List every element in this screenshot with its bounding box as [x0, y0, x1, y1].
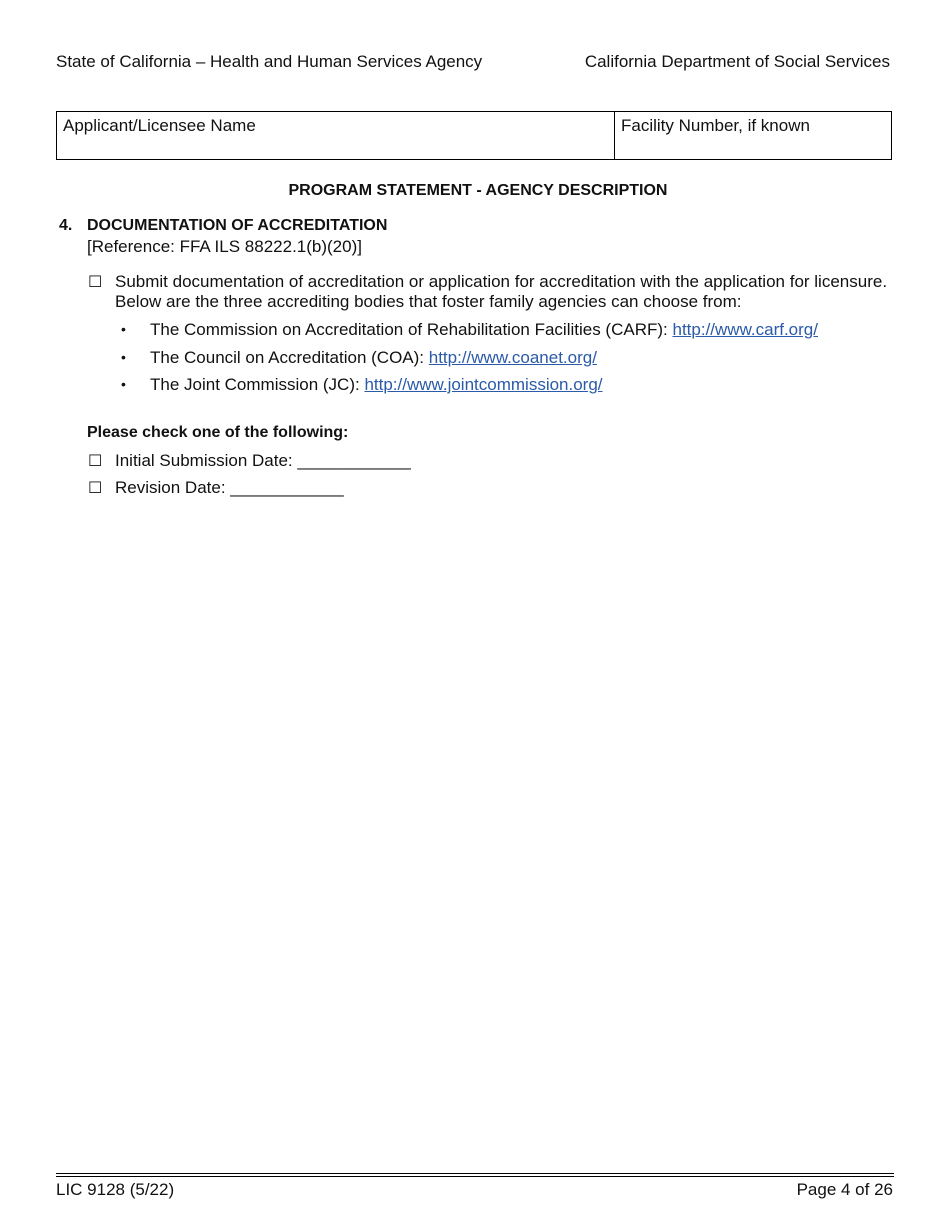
initial-submission-label: Initial Submission Date: — [115, 451, 298, 470]
applicant-name-field[interactable] — [57, 112, 615, 159]
facility-number-label: Facility Number, if known — [621, 116, 810, 135]
accrediting-body-jc — [150, 375, 603, 395]
section-title: DOCUMENTATION OF ACCREDITATION — [87, 217, 388, 234]
footer-divider — [56, 1173, 894, 1174]
instruction-line-2: Below are the three accrediting bodies that foster family agencies can choose from: — [115, 292, 742, 311]
bullet-icon: • — [121, 349, 126, 365]
instruction-line-1: Submit documentation of accreditation or application for accreditation with the application for licensure. — [115, 272, 888, 291]
accrediting-body-name: The Joint Commission (JC): — [150, 375, 365, 394]
accrediting-body-name: The Commission on Accreditation of Rehabilitation Facilities (CARF): — [150, 320, 673, 339]
accrediting-body-coa — [150, 348, 597, 368]
revision-label: Revision Date: — [115, 478, 231, 497]
facility-number-field[interactable] — [615, 112, 891, 159]
bullet-icon: • — [121, 376, 126, 392]
header-department: California Department of Social Services — [584, 52, 890, 71]
initial-submission-checkbox[interactable]: ☐ — [88, 453, 103, 470]
page-number: Page 4 of 26 — [796, 1180, 893, 1199]
submit-documentation-checkbox[interactable]: ☐ — [88, 274, 103, 291]
check-prompt: Please check one of the following: — [87, 424, 349, 441]
accrediting-body-name: The Council on Accreditation (COA): — [150, 348, 429, 367]
form-id: LIC 9128 (5/22) — [56, 1180, 175, 1199]
carf-link[interactable]: http://www.carf.org/ — [672, 320, 818, 339]
accrediting-body-carf — [150, 320, 818, 340]
jc-link[interactable]: http://www.jointcommission.org/ — [364, 375, 603, 394]
revision-checkbox[interactable]: ☐ — [88, 480, 103, 497]
section-number: 4. — [59, 217, 73, 234]
revision-date-blank[interactable]: ____________ — [230, 478, 344, 497]
revision-option — [115, 478, 344, 498]
initial-submission-date-blank[interactable]: ____________ — [297, 451, 411, 470]
section-reference: [Reference: FFA ILS 88222.1(b)(20)] — [87, 237, 362, 256]
applicant-name-label: Applicant/Licensee Name — [63, 116, 256, 135]
header-agency: State of California – Health and Human Services Agency — [56, 52, 483, 71]
footer-divider — [56, 1176, 894, 1177]
initial-submission-option — [115, 451, 411, 471]
coa-link[interactable]: http://www.coanet.org/ — [428, 348, 597, 367]
applicant-facility-table — [56, 111, 892, 160]
bullet-icon: • — [121, 321, 126, 337]
page-title: PROGRAM STATEMENT - AGENCY DESCRIPTION — [288, 182, 668, 199]
